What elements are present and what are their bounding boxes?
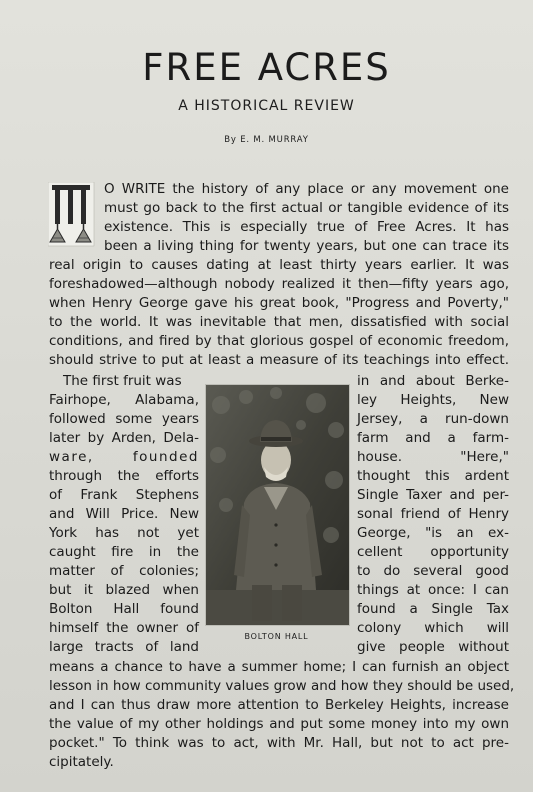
tail-line-1: means a chance to have a summer home; I can furnish an object [49,659,509,675]
right-col-line-7: Single Taxer and per- [357,487,509,503]
left-col-line-9: York has not yet [49,525,199,541]
right-col-line-1: in and about Berke- [357,373,509,389]
tail-line-4: the value of my other holdings and put some money into my own [49,716,509,732]
ornamental-t-icon [48,182,96,248]
para1-line-5: real origin to causes dating at least thirty years earlier. It was [49,257,509,273]
left-col-line-1: The first fruit was [63,373,182,389]
para1-line-8: to the world. It was inevitable that men, dissatisfied with social [49,314,509,330]
left-col-line-2: Fairhope, Alabama, [49,392,199,408]
right-col-line-4: farm and a farm- [357,430,509,446]
bolton-hall-photo [205,384,350,626]
para1-line-7: when Henry George gave his great book, "Progress and Poverty," [49,295,509,311]
right-col-line-2: ley Heights, New [357,392,509,408]
tail-line-2: lesson in how community values grow and how they should be used, [49,678,515,694]
left-col-line-15: large tracts of land [49,639,199,655]
left-col-line-11: matter of colonies; [49,563,199,579]
right-col-line-5: house. "Here," [357,449,509,465]
para1-line-4: been a living thing for twenty years, but one can trace its [104,238,509,254]
tail-line-6: cipitately. [49,754,114,770]
right-col-line-9: George, "is an ex- [357,525,509,541]
right-col-line-14: colony which will [357,620,509,636]
photo-caption: BOLTON HALL [244,632,309,641]
para1-line-9: conditions, and fired by that glorious gospel of economic freedom, [49,333,509,349]
left-col-line-3: followed some years [49,411,199,427]
left-col-line-12: but it blazed when [49,582,199,598]
right-col-line-3: Jersey, a run-down [357,411,509,427]
para1-line-6: foreshadowed—although nobody realized it then—fifty years ago, [49,276,509,292]
tail-line-5: pocket." To think was to act, with Mr. Hall, but not to act pre- [49,735,509,751]
article-title: FREE ACRES [142,46,391,89]
para1-line-10: should strive to put at least a measure of its teachings into effect. [49,352,509,368]
right-col-line-6: thought this ardent [357,468,509,484]
left-col-line-10: caught fire in the [49,544,199,560]
article-subtitle: A HISTORICAL REVIEW [178,98,355,114]
para1-line-1: O WRITE the history of any place or any movement one [104,181,509,197]
right-col-line-8: sonal friend of Henry [357,506,509,522]
right-col-line-12: things at once: I can [357,582,509,598]
right-col-line-11: to do several good [357,563,509,579]
left-col-line-4: later by Arden, Dela- [49,430,199,446]
article-byline: By E. M. MURRAY [224,135,309,145]
left-col-line-6: through the efforts [49,468,199,484]
right-col-line-15: give people without [357,639,509,655]
para1-line-2: must go back to the first actual or tangible evidence of its [104,200,509,216]
left-col-line-7: of Frank Stephens [49,487,199,503]
left-col-line-8: and Will Price. New [49,506,199,522]
left-col-line-14: himself the owner of [49,620,199,636]
right-col-line-13: found a Single Tax [357,601,509,617]
left-col-line-5: ware, founded [49,449,199,465]
para1-line-3: existence. This is especially true of Free Acres. It has [104,219,509,235]
tail-line-3: and I can thus draw more attention to Berkeley Heights, increase [49,697,509,713]
left-col-line-13: Bolton Hall found [49,601,199,617]
right-col-line-10: cellent opportunity [357,544,509,560]
